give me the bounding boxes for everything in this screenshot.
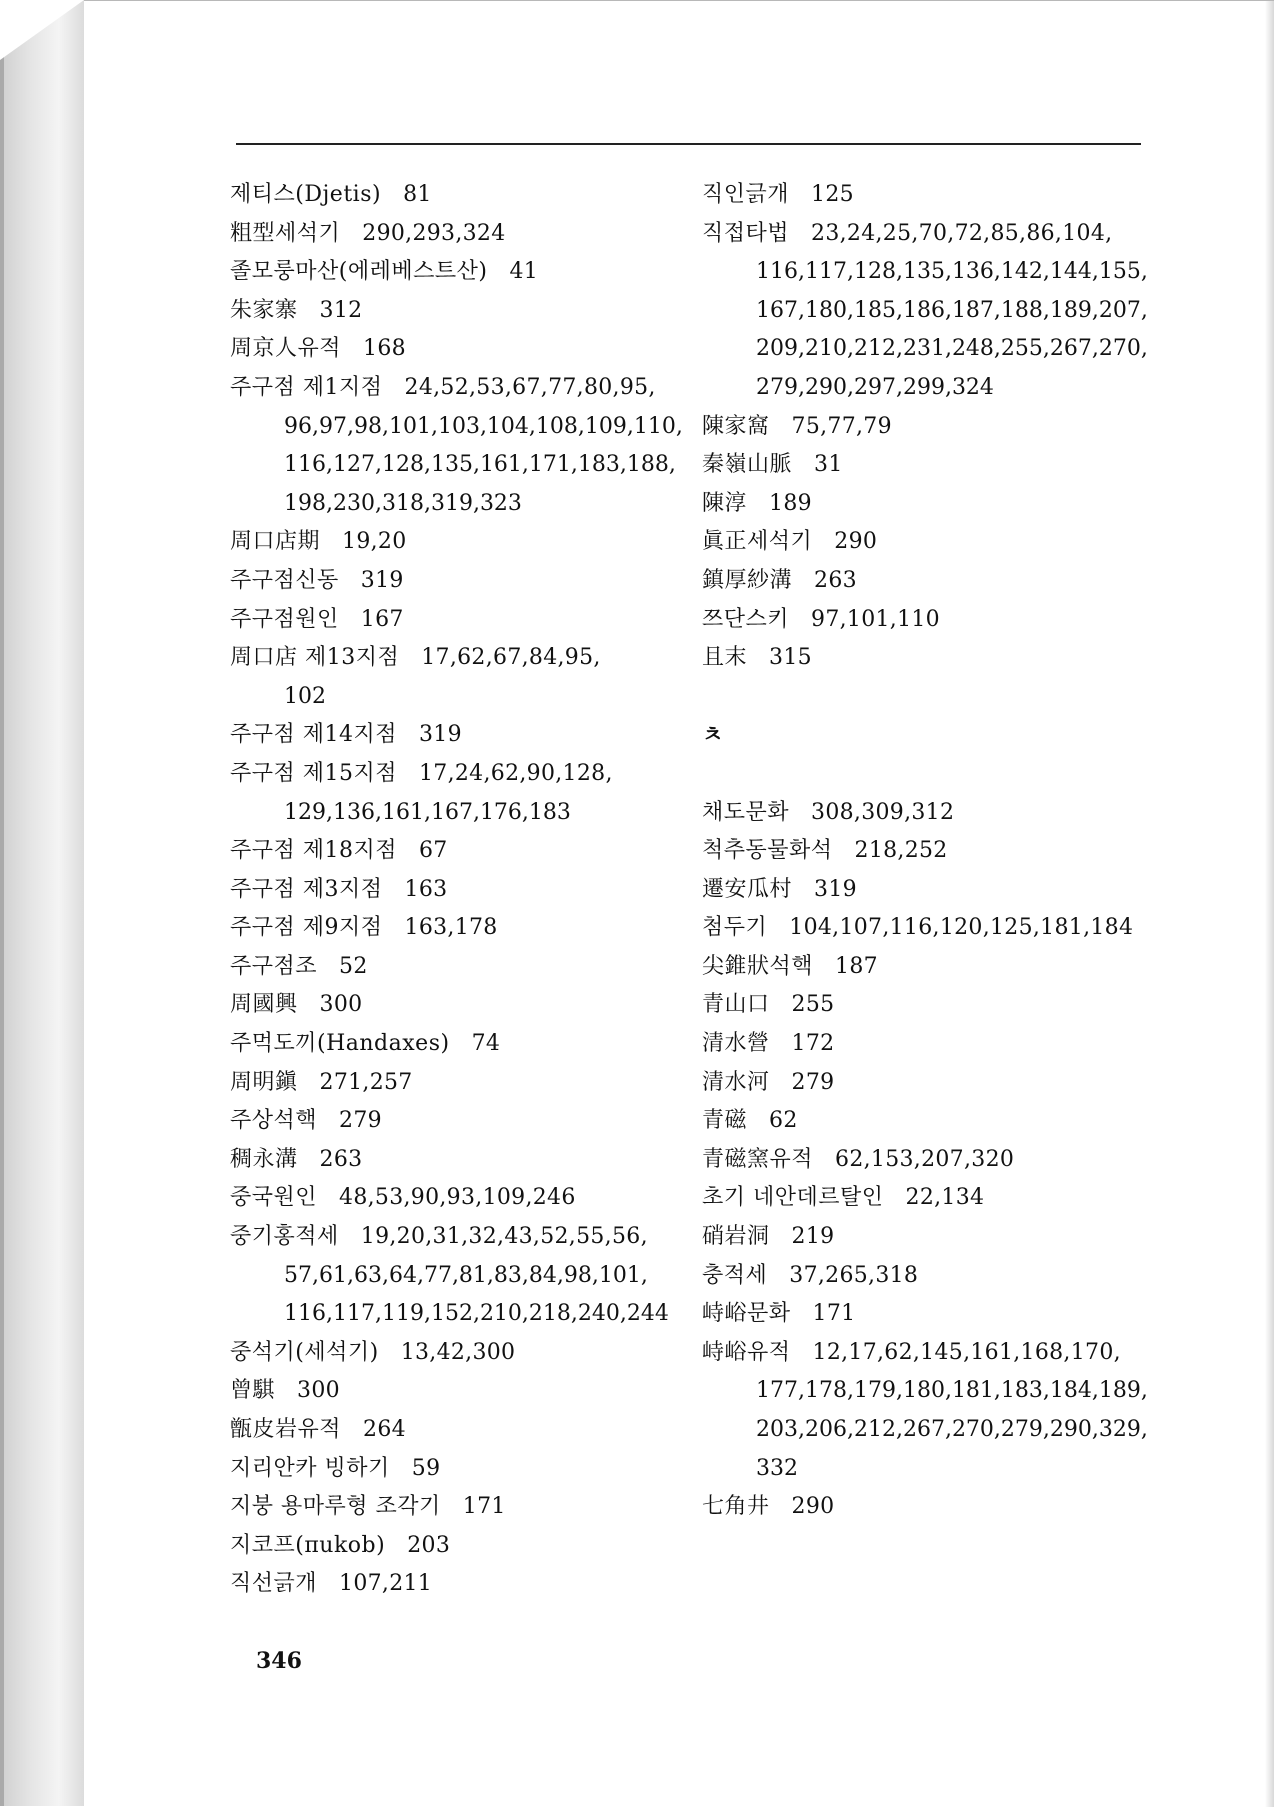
- index-pages: 67: [419, 838, 448, 864]
- index-entry: [230, 986, 700, 1025]
- index-term: 주구점신동: [230, 567, 339, 593]
- index-term: 稠永溝: [230, 1146, 298, 1172]
- index-term: 중석기(세석기): [230, 1339, 379, 1365]
- index-pages: 31: [814, 452, 843, 478]
- spine-edge: [0, 40, 4, 1806]
- index-term: 주먹도끼(Handaxes): [230, 1031, 450, 1057]
- index-entry: [702, 1488, 1162, 1527]
- index-pages: 13,42,300: [400, 1339, 516, 1365]
- index-entry: [230, 832, 700, 871]
- index-entry: [702, 215, 1162, 254]
- index-pages: 300: [319, 992, 363, 1018]
- index-term: 직접타법: [702, 220, 790, 246]
- index-term: 주구점 제9지점: [230, 915, 383, 941]
- index-pages: 41: [509, 259, 539, 285]
- index-entry: [230, 1141, 700, 1180]
- index-pages: 125: [811, 182, 854, 207]
- index-term: 青磁: [702, 1108, 748, 1134]
- index-pages: 74: [471, 1031, 501, 1057]
- index-entry: [230, 909, 700, 948]
- index-term: 眞正세석기: [702, 529, 813, 555]
- index-pages: 57,61,63,64,77,81,83,84,98,101,: [284, 1262, 648, 1288]
- index-pages: 177,178,179,180,181,183,184,189,: [756, 1378, 1148, 1404]
- index-pages: 279: [791, 1069, 835, 1095]
- index-entry: [702, 408, 1162, 447]
- index-term: 척추동물화석: [702, 838, 833, 864]
- index-entry: [230, 1565, 700, 1604]
- index-pages: 171: [812, 1301, 856, 1327]
- index-term: 첨두기: [702, 915, 768, 941]
- index-term: 주구점 제1지점: [230, 374, 383, 400]
- index-pages: 19,20: [342, 529, 407, 555]
- index-pages: 24,52,53,67,77,80,95,: [404, 374, 656, 400]
- index-pages: 107,211: [339, 1571, 433, 1597]
- index-entry: [230, 1372, 700, 1411]
- index-term: 峙峪문화: [702, 1301, 791, 1327]
- index-entry-continuation: [230, 446, 700, 485]
- index-term: 周口店 제13지점: [230, 645, 400, 671]
- index-entry: [702, 446, 1162, 485]
- index-entry-continuation: [702, 1450, 1162, 1489]
- index-pages: 300: [297, 1378, 340, 1404]
- index-term: 周國興: [230, 992, 298, 1018]
- index-entry: [230, 1025, 700, 1064]
- index-entry: [702, 639, 1162, 678]
- index-pages: 263: [814, 567, 857, 593]
- index-term: 曾騏: [230, 1378, 276, 1404]
- index-entry: [230, 1334, 700, 1373]
- header-rule: [236, 143, 1141, 145]
- index-term: 주구점 제14지점: [230, 722, 397, 748]
- index-term: 秦嶺山脈: [702, 452, 793, 478]
- index-term: 硝岩洞: [702, 1224, 770, 1250]
- index-term: 직선긁개: [230, 1571, 318, 1597]
- index-pages: 290: [791, 1494, 835, 1520]
- page-edge-shadow: [1265, 1, 1274, 1807]
- index-term: 주구점 제18지점: [230, 838, 397, 864]
- index-term: 충적세: [702, 1262, 768, 1288]
- index-column-right: [702, 176, 1162, 1527]
- index-term: 周京人유적: [230, 336, 342, 362]
- index-entry: [702, 523, 1162, 562]
- index-pages: 279,290,297,299,324: [756, 374, 994, 400]
- index-entry-continuation: [702, 253, 1162, 292]
- index-pages: 290: [834, 529, 878, 555]
- index-entry: [230, 1450, 700, 1489]
- index-term: 尖錐狀석핵: [702, 953, 814, 979]
- index-entry: [230, 948, 700, 987]
- index-entry: [702, 1179, 1162, 1218]
- index-entry: [702, 485, 1162, 524]
- index-pages: 62,153,207,320: [835, 1146, 1015, 1172]
- index-pages: 104,107,116,120,125,181,184: [789, 915, 1134, 941]
- index-pages: 271,257: [319, 1069, 413, 1095]
- index-pages: 62: [769, 1108, 798, 1134]
- index-entry: [230, 755, 700, 794]
- index-pages: 96,97,98,101,103,104,108,109,110,: [284, 413, 683, 439]
- index-pages: 17,24,62,90,128,: [419, 760, 613, 786]
- index-entry: [230, 1064, 700, 1103]
- index-term: 朱家寨: [230, 297, 298, 323]
- index-entry: [702, 1064, 1162, 1103]
- index-entry: [230, 1102, 700, 1141]
- index-pages: 17,62,67,84,95,: [421, 645, 601, 671]
- index-pages: 218,252: [854, 838, 948, 864]
- index-pages: 187: [835, 953, 878, 979]
- index-entry-continuation: [702, 369, 1162, 408]
- index-entry-continuation: [702, 292, 1162, 331]
- index-pages: 209,210,212,231,248,255,267,270,: [756, 336, 1148, 362]
- index-pages: 319: [360, 567, 404, 593]
- index-term: 중국원인: [230, 1185, 318, 1211]
- index-entry: [230, 1218, 700, 1257]
- index-pages: 264: [363, 1417, 406, 1442]
- index-entry-continuation: [230, 1257, 700, 1296]
- index-pages: 129,136,161,167,176,183: [284, 799, 571, 825]
- index-pages: 315: [769, 645, 812, 671]
- section-gap: [702, 755, 1162, 794]
- index-entry: [702, 176, 1162, 215]
- index-term: 주구점원인: [230, 606, 339, 632]
- index-pages: 37,265,318: [789, 1262, 919, 1288]
- index-term: 陳家窩: [702, 413, 770, 439]
- index-term: 쯔단스키: [702, 606, 790, 632]
- index-entry: [702, 562, 1162, 601]
- index-pages: 12,17,62,145,161,168,170,: [812, 1339, 1121, 1365]
- index-entry: [702, 832, 1162, 871]
- book-spine: [0, 0, 85, 1806]
- index-term: 지리안카 빙하기: [230, 1455, 390, 1481]
- index-entry: [230, 330, 700, 369]
- index-pages: 75,77,79: [791, 413, 892, 439]
- index-term: 青磁窯유적: [702, 1146, 814, 1172]
- index-term: 周明鎭: [230, 1069, 298, 1095]
- index-term: 遷安瓜村: [702, 876, 793, 902]
- index-pages: 203,206,212,267,270,279,290,329,: [756, 1417, 1148, 1442]
- index-entry: [230, 176, 700, 215]
- index-term: 鎮厚紗溝: [702, 567, 793, 593]
- index-pages: 163,178: [404, 915, 498, 941]
- index-pages: 23,24,25,70,72,85,86,104,: [811, 220, 1113, 246]
- index-entry: [230, 716, 700, 755]
- index-term: 주구점 제3지점: [230, 876, 383, 902]
- index-entry-continuation: [230, 678, 700, 717]
- index-entry-continuation: [230, 1295, 700, 1334]
- index-entry: [230, 601, 700, 640]
- index-term: 제티스(Djetis): [230, 182, 382, 207]
- index-pages: 308,309,312: [811, 799, 955, 825]
- index-pages: 290,293,324: [362, 220, 506, 246]
- index-term: 七角井: [702, 1494, 770, 1520]
- index-entry: [230, 523, 700, 562]
- index-term: 甑皮岩유적: [230, 1417, 342, 1442]
- index-pages: 102: [284, 683, 326, 709]
- index-entry: [702, 1295, 1162, 1334]
- index-pages: 19,20,31,32,43,52,55,56,: [360, 1224, 648, 1250]
- index-entry: [230, 215, 700, 254]
- index-pages: 48,53,90,93,109,246: [339, 1185, 576, 1211]
- index-pages: 332: [756, 1455, 798, 1481]
- index-term: 초기 네안데르탈인: [702, 1185, 884, 1211]
- index-entry: [702, 986, 1162, 1025]
- index-term: 직인긁개: [702, 182, 790, 207]
- index-entry: [702, 1218, 1162, 1257]
- index-term: 周口店期: [230, 529, 321, 555]
- index-term: 峙峪유적: [702, 1339, 791, 1365]
- index-term: 주구점조: [230, 953, 318, 979]
- index-pages: 172: [791, 1031, 835, 1057]
- index-term: 粗型세석기: [230, 220, 341, 246]
- index-entry: [230, 1488, 700, 1527]
- index-entry: [702, 948, 1162, 987]
- index-pages: 163: [404, 876, 448, 902]
- index-pages: 52: [339, 953, 368, 979]
- index-pages: 116,117,128,135,136,142,144,155,: [756, 259, 1148, 285]
- index-term: 중기홍적세: [230, 1224, 339, 1250]
- index-pages: 189: [769, 490, 812, 516]
- index-pages: 22,134: [905, 1185, 985, 1211]
- index-entry: [702, 601, 1162, 640]
- index-entry: [702, 909, 1162, 948]
- index-column-left: [230, 176, 700, 1604]
- index-pages: 167: [360, 606, 404, 632]
- index-term: 且末: [702, 645, 748, 671]
- section-gap: [702, 678, 1162, 717]
- index-pages: 263: [319, 1146, 363, 1172]
- index-entry-continuation: [702, 1411, 1162, 1450]
- index-term: 陳淳: [702, 490, 748, 516]
- index-entry: [702, 1334, 1162, 1373]
- index-term: 주상석핵: [230, 1108, 318, 1134]
- index-entry-continuation: [230, 485, 700, 524]
- index-pages: 203: [407, 1532, 451, 1558]
- index-pages: 312: [319, 297, 363, 323]
- index-pages: 168: [363, 336, 406, 362]
- index-pages: 97,101,110: [811, 606, 940, 632]
- index-entry-continuation: [230, 794, 700, 833]
- index-pages: 171: [462, 1494, 506, 1520]
- index-entry-continuation: [702, 1372, 1162, 1411]
- index-entry: [702, 1257, 1162, 1296]
- index-entry: [230, 562, 700, 601]
- index-term: 지붕 용마루형 조각기: [230, 1494, 441, 1520]
- index-entry: [230, 1179, 700, 1218]
- index-pages: 279: [339, 1108, 382, 1134]
- section-letter: ㅊ: [702, 722, 724, 749]
- index-pages: 319: [419, 722, 462, 748]
- index-pages: 116,127,128,135,161,171,183,188,: [284, 452, 676, 478]
- index-term: 清水河: [702, 1069, 770, 1095]
- index-entry: [702, 1102, 1162, 1141]
- index-term: 지코프(πukob): [230, 1532, 386, 1558]
- page-number: 346: [256, 1648, 302, 1674]
- index-entry: [230, 639, 700, 678]
- index-pages: 319: [814, 876, 857, 902]
- index-pages: 219: [791, 1224, 835, 1250]
- index-term: 青山口: [702, 992, 770, 1018]
- index-pages: 167,180,185,186,187,188,189,207,: [756, 297, 1148, 323]
- index-entry-continuation: [702, 330, 1162, 369]
- index-pages: 198,230,318,319,323: [284, 490, 522, 516]
- index-term: 채도문화: [702, 799, 790, 825]
- index-entry: [702, 1141, 1162, 1180]
- index-pages: 255: [791, 992, 835, 1018]
- index-entry: [230, 253, 700, 292]
- index-entry: [702, 794, 1162, 833]
- index-entry: [230, 1411, 700, 1450]
- index-entry-continuation: [230, 408, 700, 447]
- index-entry: [702, 1025, 1162, 1064]
- index-entry: [230, 292, 700, 331]
- index-entry: [230, 871, 700, 910]
- index-pages: 116,117,119,152,210,218,240,244: [284, 1301, 669, 1327]
- index-term: 졸모룽마산(에레베스트산): [230, 259, 488, 285]
- index-entry: [230, 369, 700, 408]
- index-entry: [230, 1527, 700, 1566]
- index-term: 清水營: [702, 1031, 770, 1057]
- index-pages: 81: [403, 182, 432, 207]
- index-pages: 59: [411, 1455, 441, 1481]
- index-term: 주구점 제15지점: [230, 760, 397, 786]
- index-entry: [702, 871, 1162, 910]
